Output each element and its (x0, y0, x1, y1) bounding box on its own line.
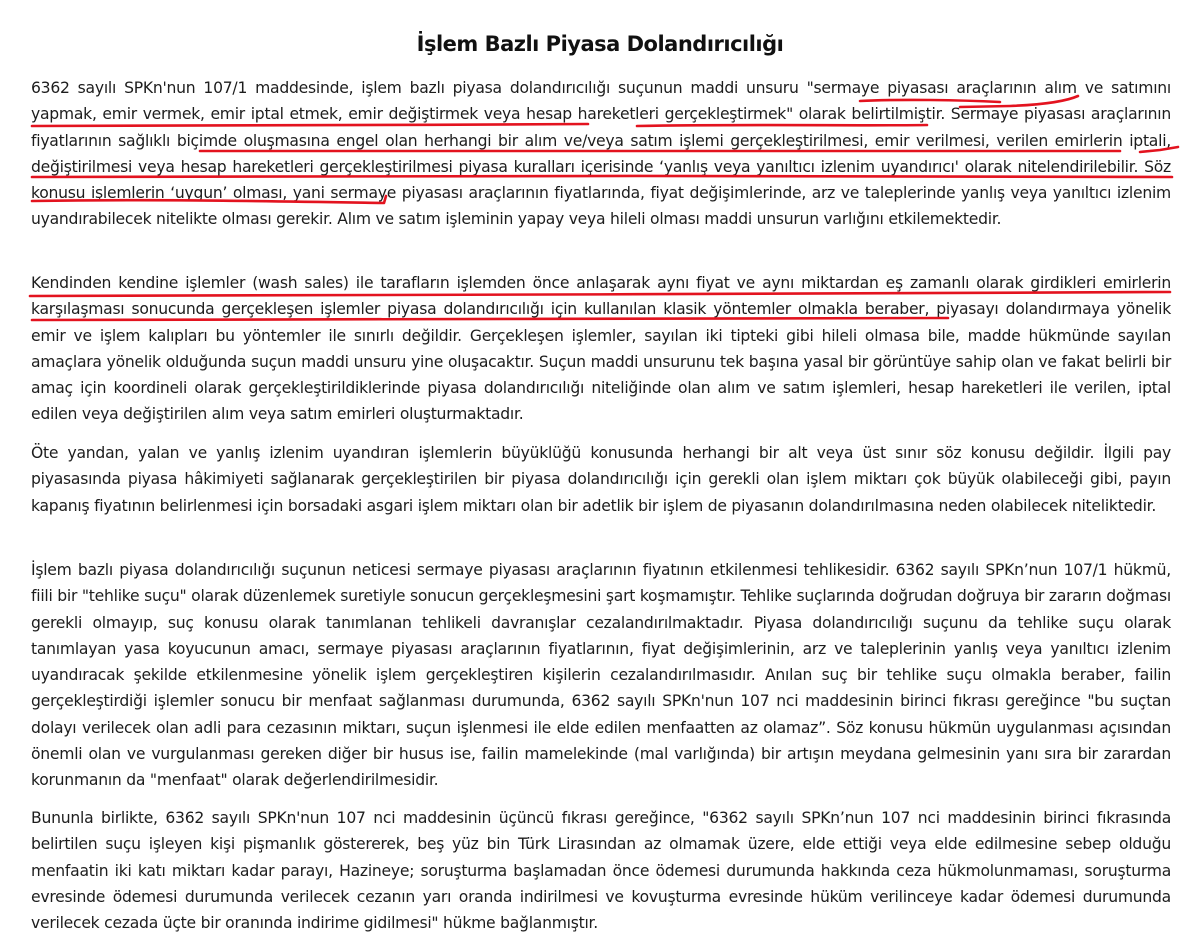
paragraph-4: İşlem bazlı piyasa dolandırıcılığı suçunun neticesi sermaye piyasası araçlarının fiyatının etkilenmesi tehlikesidir. 6362 sayılı SPKn’nun 107/1 hükmü, fiili bir "tehlike suçu" olarak düzenlemek suretiyle sonucun gerçekleşmesini şart koşmamıştır. Tehlike suçlarında doğrudan doğruya bir zararın doğması gerekli olmayıp, suç konusu olarak tanımlanan tehlikeli davranışlar cezalandırılmaktadır. Piyasa dolandırıcılığı suçunu da tehlike suçu olarak tanımlayan yasa koyucunun amacı, sermaye piyasası araçlarının fiyatlarının, fiyat değişimlerinin, arz ve taleplerinin yanlış veya yanıltıcı izlenim uyandıracak şekilde etkilenmesine yönelik işlem gerçekleştiren kişilerin cezalandırılmasıdır. Anılan suç bir tehlike suçu olmakla beraber, failin gerçekleştirdiği işlemler sonucu bir menfaat sağlanması durumunda, 6362 sayılı SPKn'nun 107 nci maddesinin birinci fıkrası gereğince "bu suçtan dolayı verilecek olan adli para cezasının miktarı, suçun işlenmesi ile elde edilen menfaatten az olamaz”. Söz konusu hükmün uygulanması açısından önemli olan ve vurgulanması gereken diğer bir husus ise, failin mamelekinde (mal varlığında) bir artışın meydana gelmesinin yanı sıra bir zarardan korunmanın da "menfaat" olarak değerlendirilmesidir. (31, 561, 1171, 790)
paragraph-1: 6362 sayılı SPKn'nun 107/1 maddesinde, işlem bazlı piyasa dolandırıcılığı suçunun maddi unsuru "sermaye piyasası araçlarının alım ve satımını yapmak, emir vermek, emir iptal etmek, emir değiştirmek veya hesap hareketleri gerçekleştirmek" olarak belirtilmiştir. Sermaye piyasası araçlarının fiyatlarının sağlıklı biçimde oluşmasına engel olan herhangi bir alım ve/veya satım işlemi gerçekleştirilmesi, emir verilmesi, verilen emirlerin iptali, değiştirilmesi veya hesap hareketleri gerçekleştirilmesi piyasa kuralları içerisinde ‘yanlış veya yanıltıcı izlenim uyandırıcı' olarak nitelendirilebilir. Söz konusu işlemlerin ‘uygun’ olması, yani sermaye piyasası araçlarının fiyatlarında, fiyat değişimlerinde, arz ve taleplerinde yanlış veya yanıltıcı izlenim uyandırabilecek nitelikte olması gerekir. Alım ve satım işleminin yapay veya hileli olması maddi unsurun varlığını etkilemektedir. (31, 79, 1171, 229)
paragraph-5: Bununla birlikte, 6362 sayılı SPKn'nun 107 nci maddesinin üçüncü fıkrası gereğince, "6362 sayılı SPKn’nun 107 nci maddesinin birinci fıkrasında belirtilen suçu işleyen kişi pişmanlık göstererek, beş yüz bin Türk Lirasından az olmamak üzere, elde ettiği veya elde edilmesine sebep olduğu menfaatin iki katı miktarı kadar parayı, Hazineye; soruşturma başlamadan önce ödemesi durumunda hakkında ceza hükmolunmaması, soruşturma evresinde ödemesi durumunda verilecek cezanın yarı oranda indirilmesi ve kovuşturma evresinde hüküm verilinceye kadar ödemesi durumunda verilecek cezada üçte bir oranında indirime gidilmesi" hükme bağlanmıştır. (31, 809, 1171, 933)
paragraph-2: Kendinden kendine işlemler (wash sales) ile tarafların işlemden önce anlaşarak aynı fiyat ve aynı miktardan eş zamanlı olarak girdikleri emirlerin karşılaşması sonucunda gerçekleşen işlemler piyasa dolandırıcılığı için kullanılan klasik yöntemler olmakla beraber, piyasayı dolandırmaya yönelik emir ve işlem kalıpları bu yöntemler ile sınırlı değildir. Gerçekleşen işlemler, sayılan iki tipteki gibi hileli olmasa bile, madde hükmünde sayılan amaçlara yönelik olduğunda suçun maddi unsuru yine oluşacaktır. Suçun maddi unsurunu tek başına yasal bir görüntüye sahip olan ve fakat belirli bir amaç için koordineli olarak gerçekleştirildiklerinde piyasa dolandırıcılığı niteliğinde olan alım ve satım işlemleri, hesap hareketleri ile verilen, iptal edilen veya değiştirilen alım veya satım emirleri oluşturmaktadır. (31, 274, 1171, 424)
paragraph-3: Öte yandan, yalan ve yanlış izlenim uyandıran işlemlerin büyüklüğü konusunda herhangi bir alt veya üst sınır söz konusu değildir. İlgili pay piyasasında piyasa hâkimiyeti sağlanarak gerçekleştirilen bir piyasa dolandırıcılığı için gerekli olan işlem miktarı çok büyük olabileceği gibi, payın kapanış fiyatının belirlenmesi için borsadaki asgari işlem miktarı olan bir adetlik bir işlem de piyasanın dolandırılmasına neden olabilecek niteliktedir. (31, 444, 1171, 515)
document-title: İşlem Bazlı Piyasa Dolandırıcılığı (416, 32, 784, 56)
